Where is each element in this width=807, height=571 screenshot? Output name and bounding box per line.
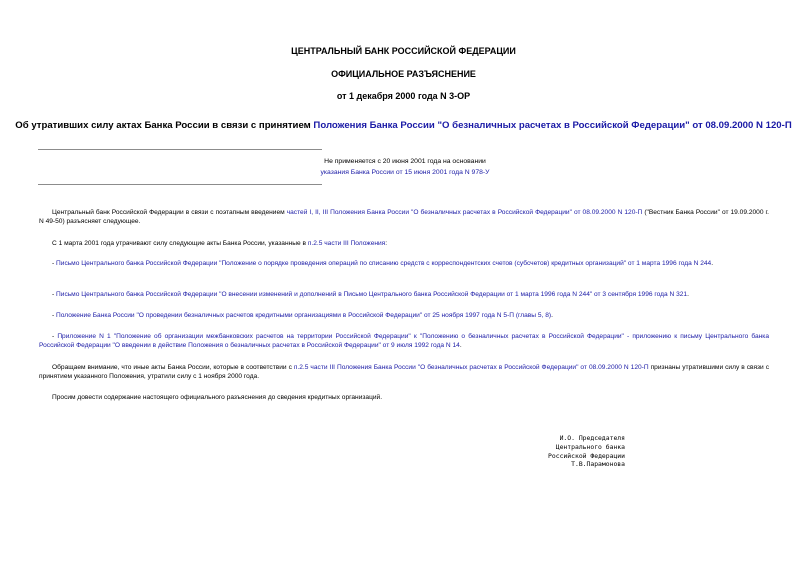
list-item-tail: . <box>459 342 462 350</box>
letter-244-link[interactable]: Письмо Центрального банка Российской Федерации "Положение о порядке проведения операций по списанию средств с корреспондентских счетов (субсчетов) кредитных организаций" от 1 марта 1996 года N 244 <box>56 260 712 267</box>
paragraph-intro <box>39 208 769 227</box>
signature-name: Т.В.Парамонова <box>571 460 625 469</box>
list-item-dash: - <box>52 260 57 267</box>
status-note <box>300 156 510 178</box>
list-item-dash: - <box>52 333 58 340</box>
paragraph-intro-text: Центральный банк Российской Федерации в связи с поэтапным введением <box>52 209 287 216</box>
paragraph-intro-tail: ("Вестник Банка России" от 19.09.2000 г. N 49-50) разъясняет следующее. <box>39 209 769 226</box>
list-item-dash: - <box>52 291 57 298</box>
list-item-tail: . <box>551 312 553 319</box>
list-item-regulation-5p <box>39 311 769 320</box>
paragraph-repealed-tail: : <box>385 240 388 247</box>
issuer-heading: ЦЕНТРАЛЬНЫЙ БАНК РОССИЙСКОЙ ФЕДЕРАЦИИ <box>291 46 516 56</box>
title-text: Об утративших силу актах Банка России в связи с принятием <box>15 120 314 131</box>
regulation-5p-link[interactable]: Положение Банка России "О проведении безналичных расчетов кредитными организациями в Российской Федерации" от 25 ноября 1997 года N 5-П (главы 5, 8) <box>56 312 552 319</box>
paragraph-attention-text: Обращаем внимание, что иные акты Банка России, которые в соответствии с <box>52 364 294 371</box>
regulation-parts-link[interactable]: частей I, II, III Положения Банка России "О безналичных расчетах в Российской Федерации" от 08.09.2000 N 120-П <box>286 209 643 216</box>
signature-org-line2: Российской Федерации <box>548 451 625 460</box>
signature-org-line1: Центрального банка <box>555 442 625 451</box>
list-item-appendix-1 <box>39 332 769 351</box>
document-type-heading: ОФИЦИАЛЬНОЕ РАЗЪЯСНЕНИЕ <box>331 69 476 79</box>
document-date-heading: от 1 декабря 2000 года N 3-ОР <box>336 91 471 101</box>
list-item-dash: - <box>52 312 57 319</box>
signature-block <box>480 434 625 469</box>
note-top-rule <box>38 149 322 150</box>
title-regulation-link[interactable]: Положения Банка России "О безналичных расчетах в Российской Федерации" от 08.09.2000 N 120-П <box>313 120 792 131</box>
list-item-tail: . <box>687 291 689 298</box>
list-item-letter-244 <box>39 259 769 268</box>
clause-2-5-link[interactable]: п.2.5 части III Положения <box>307 240 386 247</box>
paragraph-attention <box>39 363 769 382</box>
list-item-letter-321 <box>39 290 769 299</box>
paragraph-request: Просим довести содержание настоящего официального разъяснения до сведения кредитных организаций. <box>52 394 383 401</box>
paragraph-repealed-acts <box>39 239 769 248</box>
paragraph-attention-tail: признаны утратившими силу в связи с принятием указанного Положения, утратили силу с 1 ноября 2000 года. <box>39 364 770 381</box>
list-item-tail: . <box>711 260 714 267</box>
status-note-text: Не применяется с 20 июня 2001 года на основании <box>324 158 486 165</box>
note-bottom-rule <box>38 184 322 185</box>
clause-2-5-regulation-link[interactable]: п.2.5 части III Положения Банка России "О безналичных расчетах в Российской Федерации" от 08.09.2000 N 120-П <box>293 364 649 371</box>
appendix-1-link[interactable]: Приложение N 1 "Положение об организации межбанковских расчетов на территории Российской Федерации" к "Положению о безналичных расчетах в Российской Федерации" - приложению к письму Центрального банка Российской Федерации "О введении в действие Положения о безналичных расчетах в Российской Федерации" от 9 июля 1992 года N 14 <box>39 333 769 350</box>
signature-position: И.О. Председателя <box>559 434 625 442</box>
status-note-link[interactable]: указания Банка России от 15 июня 2001 года N 978-У <box>320 169 490 176</box>
paragraph-repealed-text: С 1 марта 2001 года утрачивают силу следующие акты Банка России, указанные в <box>52 240 308 247</box>
document-title <box>0 120 807 131</box>
letter-321-link[interactable]: Письмо Центрального банка Российской Федерации "О внесении изменений и дополнений в Письмо Центрального банка Российской Федерации от 1 марта 1996 года N 244" от 3 сентября 1996 года N 321 <box>56 291 688 298</box>
